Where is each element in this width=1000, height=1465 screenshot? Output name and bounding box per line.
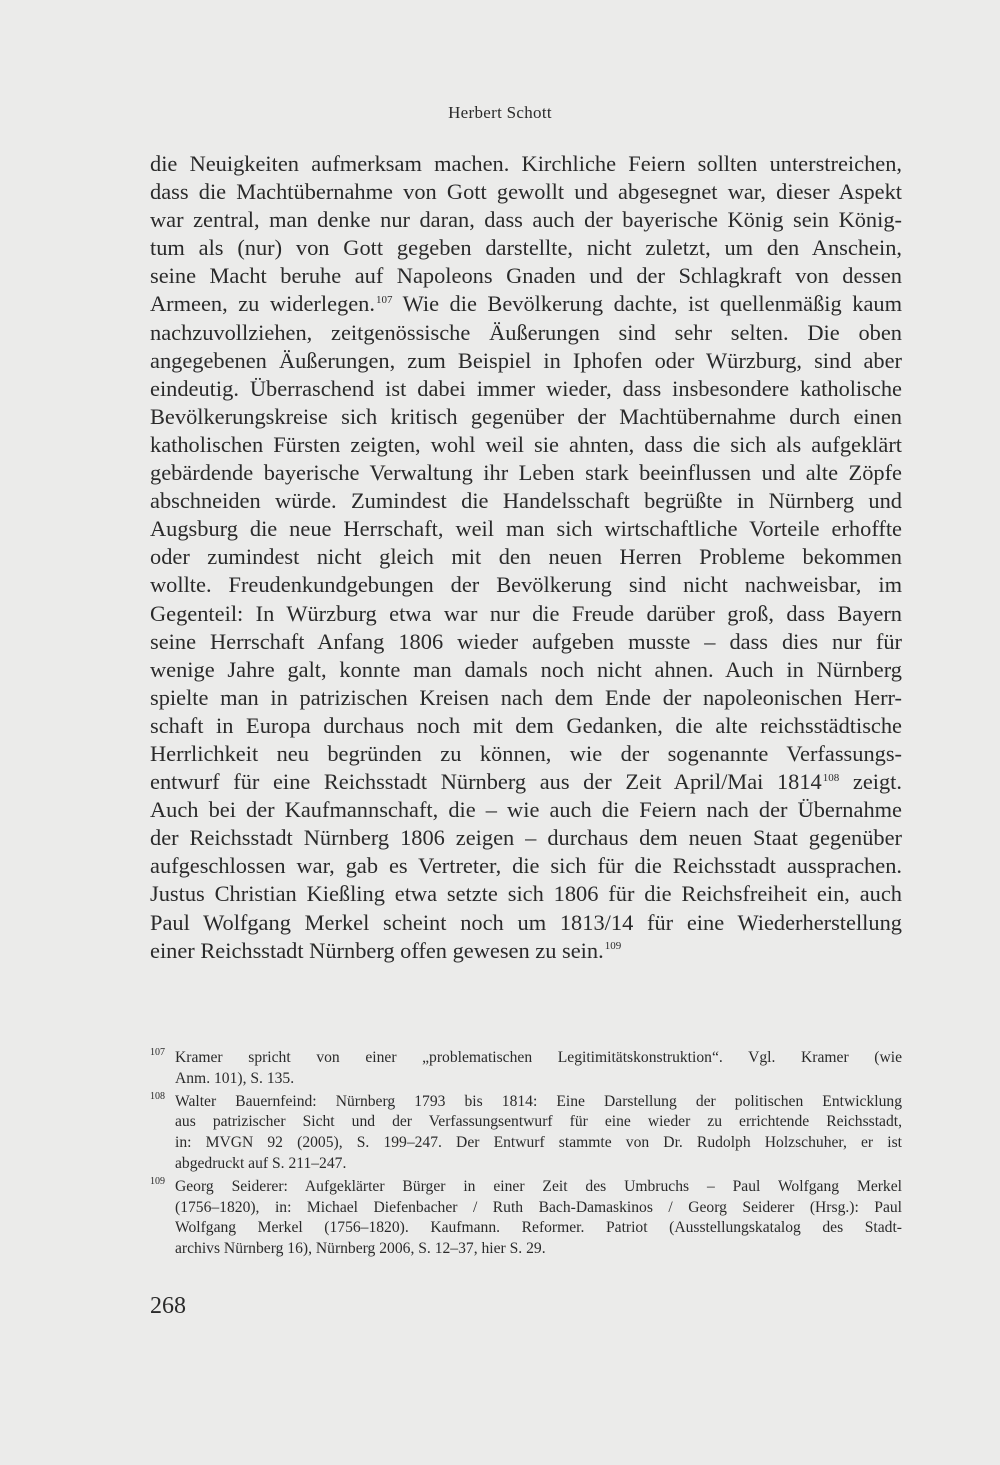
text-line: seine Macht beruhe auf Napoleons Gnaden und der Schlagkraft von dessen: [150, 263, 902, 289]
text-segment: entwurf für eine Reichsstadt Nürnberg aus der Zeit April/Mai 1814: [150, 769, 822, 795]
text-line: nachzuvollziehen, zeitgenössische Äußerungen sind sehr selten. Die oben: [150, 319, 902, 345]
footnote-line: Anm. 101), S. 135.: [175, 1069, 295, 1087]
text-line: katholischen Fürsten zeigten, wohl weil sie ahnten, dass die sich als aufgeklärt: [150, 431, 902, 457]
footnote-107: [150, 1048, 902, 1090]
text-line: dass die Machtübernahme von Gott gewollt und abgesegnet war, dieser Aspekt: [150, 179, 902, 205]
text-line: [150, 937, 902, 965]
footnote-line: abgedruckt auf S. 211–247.: [175, 1154, 347, 1172]
text-line: Herrlichkeit neu begründen zu können, wie der sogenannte Verfassungs-: [150, 740, 902, 766]
text-line: Bevölkerungskreise sich kritisch gegenüber der Machtübernahme durch einen: [150, 403, 902, 429]
text-line: spielte man in patrizischen Kreisen nach dem Ende der napoleonischen Herr-: [150, 684, 902, 710]
text-segment: Armeen, zu widerlegen.: [150, 291, 375, 317]
text-line: wenige Jahre galt, konnte man damals noch nicht ahnen. Auch in Nürnberg: [150, 656, 902, 682]
text-line: tum als (nur) von Gott gegeben darstellte, nicht zuletzt, um den Anschein,: [150, 235, 902, 261]
text-line: oder zumindest nicht gleich mit den neuen Herren Probleme bekommen: [150, 544, 902, 570]
text-line: Auch bei der Kaufmannschaft, die – wie auch die Feiern nach der Übernahme: [150, 797, 902, 823]
footnote-line: Georg Seiderer: Aufgeklärter Bürger in einer Zeit des Umbruchs – Paul Wolfgang Merkel: [175, 1177, 902, 1195]
footnote-number: 107: [150, 1047, 165, 1058]
text-line: der Reichsstadt Nürnberg 1806 zeigen – durchaus dem neuen Staat gegenüber: [150, 825, 902, 851]
text-line: eindeutig. Überraschend ist dabei immer wieder, dass insbesondere katholische: [150, 375, 902, 401]
text-line: abschneiden würde. Zumindest die Handelsschaft begrüßte in Nürnberg und: [150, 488, 902, 514]
footnote-line: Walter Bauernfeind: Nürnberg 1793 bis 1814: Eine Darstellung der politischen Entwicklung: [175, 1092, 902, 1110]
text-segment: zeigt.: [839, 769, 902, 795]
text-line: Paul Wolfgang Merkel scheint noch um 1813/14 für eine Wiederherstellung: [150, 909, 902, 935]
footnotes: [150, 1048, 902, 1262]
footnote-line: Wolfgang Merkel (1756–1820). Kaufmann. Reformer. Patriot (Ausstellungskatalog des Stadt-: [175, 1219, 902, 1237]
page-number: 268: [150, 1293, 186, 1319]
text-line: Justus Christian Kießling etwa setzte sich 1806 für die Reichsfreiheit ein, auch: [150, 881, 902, 907]
text-line: aufgeschlossen war, gab es Vertreter, die sich für die Reichsstadt aussprachen.: [150, 853, 902, 879]
text-line: Augsburg die neue Herrschaft, weil man sich wirtschaftliche Vorteile erhoffte: [150, 516, 902, 542]
text-line: seine Herrschaft Anfang 1806 wieder aufgeben musste – dass dies nur für: [150, 628, 902, 654]
text-line: [150, 290, 902, 318]
text-line: wollte. Freudenkundgebungen der Bevölkerung sind nicht nachweisbar, im: [150, 572, 902, 598]
footnote-ref-108[interactable]: 108: [822, 771, 840, 784]
text-segment: Wie die Bevölkerung dachte, ist quellenmäßig kaum: [392, 291, 903, 317]
footnote-number: 108: [150, 1090, 165, 1102]
footnote-109: [150, 1177, 902, 1260]
footnote-line: archivs Nürnberg 16), Nürnberg 2006, S. 12–37, hier S. 29.: [175, 1240, 546, 1258]
text-line: war zentral, man denke nur daran, dass auch der bayerische König sein König-: [150, 207, 902, 233]
main-text: [150, 150, 902, 965]
footnote-ref-109[interactable]: 109: [604, 940, 622, 953]
text-line: angegebenen Äußerungen, zum Beispiel in Iphofen oder Würzburg, sind aber: [150, 347, 902, 373]
text-line: gebärdende bayerische Verwaltung ihr Leben stark beeinflussen und alte Zöpfe: [150, 460, 902, 486]
footnote-ref-107[interactable]: 107: [375, 294, 393, 307]
text-line: Gegenteil: In Würzburg etwa war nur die Freude darüber groß, dass Bayern: [150, 600, 902, 626]
text-line: die Neuigkeiten aufmerksam machen. Kirchliche Feiern sollten unterstreichen,: [150, 151, 902, 176]
footnote-line: in: MVGN 92 (2005), S. 199–247. Der Entwurf stammte von Dr. Rudolph Holzschuher, er ist: [175, 1134, 902, 1152]
text-line: [150, 768, 902, 796]
footnote-number: 109: [150, 1175, 165, 1187]
footnote-line: Kramer spricht von einer „problematischen Legitimitätskonstruktion“. Vgl. Kramer (wie: [175, 1049, 902, 1066]
running-head: Herbert Schott: [448, 103, 552, 122]
footnote-108: [150, 1092, 902, 1175]
footnote-line: aus patrizischer Sicht und der Verfassungsentwurf für eine wieder zu errichtende Reichsstadt,: [175, 1113, 902, 1131]
footnote-line: (1756–1820), in: Michael Diefenbacher / Ruth Bach-Damaskinos / Georg Seiderer (Hrsg.): Paul: [175, 1198, 902, 1216]
text-segment: einer Reichsstadt Nürnberg offen gewesen zu sein.: [150, 937, 604, 963]
text-line: schaft in Europa durchaus noch mit dem Gedanken, die alte reichsstädtische: [150, 712, 902, 738]
